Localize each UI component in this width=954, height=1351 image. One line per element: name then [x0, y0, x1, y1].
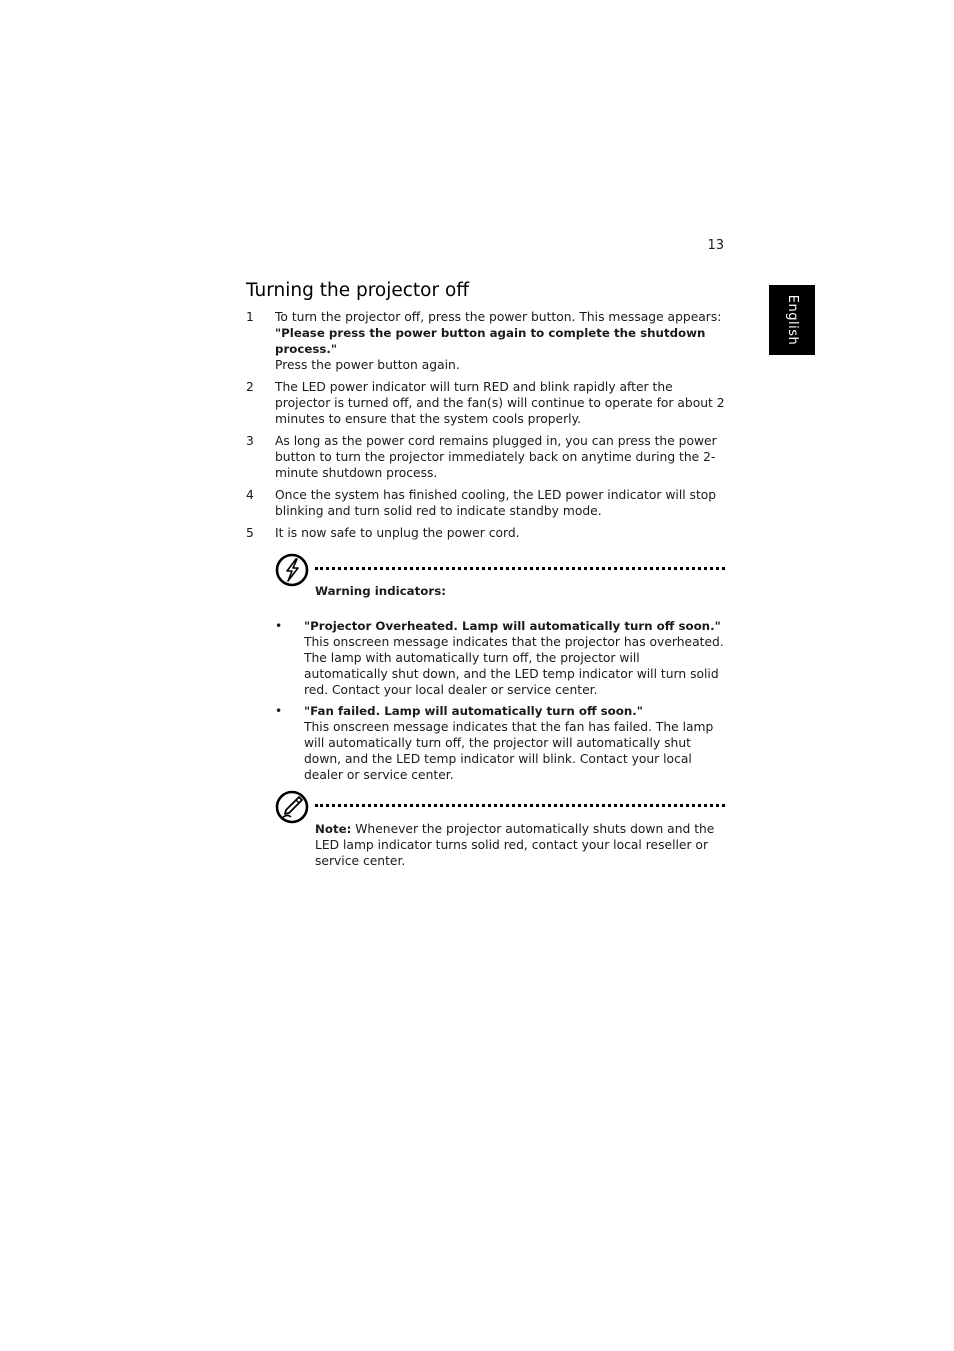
warning-lightning-icon	[275, 553, 309, 587]
bullet: •	[275, 704, 283, 718]
step-text: It is now safe to unplug the power cord.	[275, 526, 520, 540]
divider	[315, 804, 725, 807]
language-tab	[769, 285, 815, 355]
list-item	[246, 433, 726, 481]
language-tab-label: English	[785, 294, 801, 346]
note-text	[315, 821, 725, 869]
warning-description: This onscreen message indicates that the projector has overheated. The lamp with automatically turn off, the projector will automatically shut down, and the LED temp indicator will turn solid red. Contact your local dealer or service center.	[304, 635, 724, 697]
warning-heading: Warning indicators:	[315, 584, 446, 598]
list-item	[275, 618, 725, 698]
step-message: "Please press the power button again to complete the shutdown process."	[275, 326, 706, 356]
list-item	[246, 525, 726, 541]
step-text: The LED power indicator will turn RED and blink rapidly after the projector is turned off, and the fan(s) will continue to operate for about 2 minutes to ensure that the system cools properly.	[275, 380, 725, 426]
warning-description: This onscreen message indicates that the fan has failed. The lamp will automatically turn off, the projector will automatically shut down, and the LED temp indicator will blink. Contact your local dealer or service center.	[304, 720, 714, 782]
steps-list	[246, 309, 726, 547]
warning-message: "Fan failed. Lamp will automatically turn off soon."	[304, 704, 643, 718]
note-pen-icon	[275, 790, 309, 824]
page-number: 13	[707, 238, 724, 253]
step-number: 2	[246, 380, 254, 394]
step-number: 5	[246, 526, 254, 540]
step-text-after: Press the power button again.	[275, 358, 460, 372]
warning-message: "Projector Overheated. Lamp will automatically turn off soon."	[304, 619, 721, 633]
step-text: Once the system has finished cooling, the LED power indicator will stop blinking and turn solid red to indicate standby mode.	[275, 488, 717, 518]
note-label: Note:	[315, 822, 352, 836]
divider	[315, 567, 725, 570]
list-item	[275, 703, 725, 783]
list-item	[246, 487, 726, 519]
step-text: To turn the projector off, press the power button. This message appears:	[275, 310, 722, 324]
step-text: As long as the power cord remains plugged in, you can press the power button to turn the projector immediately back on anytime during the 2-minute shutdown process.	[275, 434, 717, 480]
warning-list	[275, 618, 725, 788]
step-number: 3	[246, 434, 254, 448]
step-number: 1	[246, 310, 254, 324]
list-item	[246, 309, 726, 373]
step-number: 4	[246, 488, 254, 502]
list-item	[246, 379, 726, 427]
bullet: •	[275, 619, 283, 633]
note-body: Whenever the projector automatically shuts down and the LED lamp indicator turns solid red, contact your local reseller or service center.	[315, 822, 715, 868]
section-title: Turning the projector off	[246, 280, 470, 301]
